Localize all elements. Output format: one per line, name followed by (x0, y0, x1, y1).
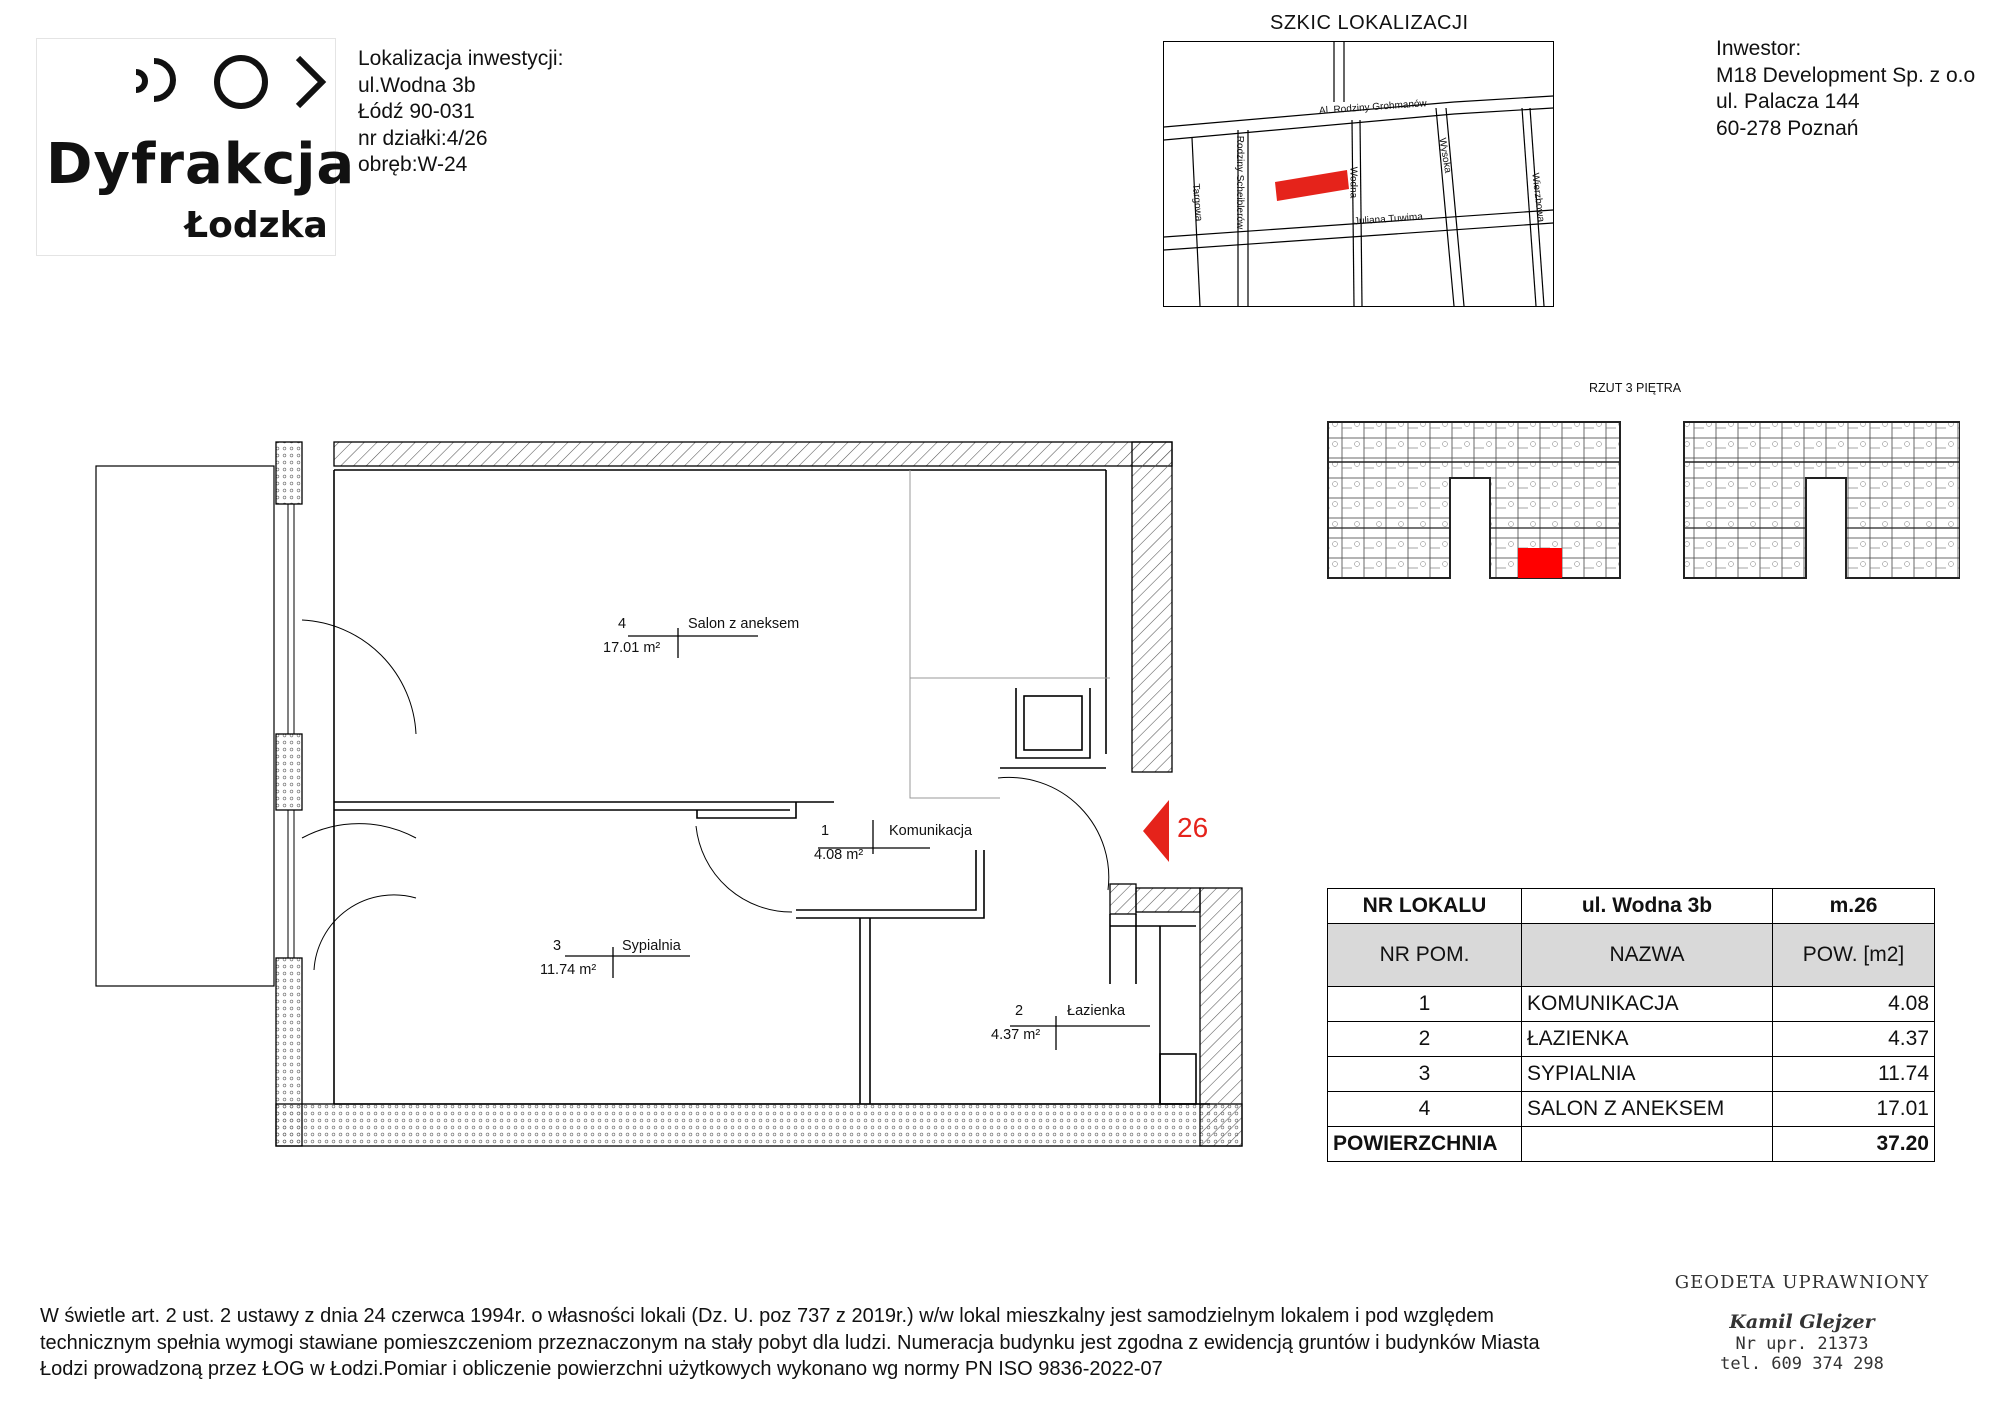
street-label: Wysoka (1436, 137, 1454, 174)
table-row (1328, 1057, 1935, 1092)
building-location-marker (1275, 170, 1349, 201)
area-table (1327, 888, 1935, 1162)
table-header-unit: NR LOKALU (1328, 889, 1522, 924)
logo-mark-icon (128, 52, 328, 122)
room-4-name: Salon z aneksem (688, 616, 800, 632)
room-1-area: 4.08 m² (814, 847, 864, 863)
stamp-license: Nr upr. 21373 (1735, 1334, 1869, 1354)
cell-no: 1 (1328, 987, 1522, 1022)
col-room-name: NAZWA (1522, 924, 1773, 987)
table-header-row (1328, 889, 1935, 924)
street-label: Al. Rodziny Grohmanów (1318, 98, 1428, 117)
room-3-number: 3 (553, 938, 562, 954)
stamp-phone: tel. 609 374 298 (1720, 1354, 1884, 1374)
location-block (358, 46, 563, 179)
cell-no: 3 (1328, 1057, 1522, 1092)
table-total-row (1328, 1127, 1935, 1162)
cell-name: SALON Z ANEKSEM (1522, 1092, 1773, 1127)
legal-line: W świetle art. 2 ust. 2 ustawy z dnia 24 czerwca 1994r. o własności lokali (Dz. U. poz 737 z 2019r.) w/w lokal mieszkalny jest samodzielnym lokalem i pod względem (40, 1305, 1494, 1327)
cell-area: 11.74 (1773, 1057, 1935, 1092)
location-plot: nr działki:4/26 (358, 126, 488, 150)
cell-no: 2 (1328, 1022, 1522, 1057)
location-sketch-map (1163, 41, 1554, 307)
logo-subtitle: Łodzka (185, 205, 328, 246)
room-3-area: 11.74 m² (540, 962, 597, 978)
location-precinct: obręb:W-24 (358, 153, 468, 176)
location-label: Lokalizacja inwestycji: (358, 47, 564, 70)
room-labels (565, 628, 1150, 1050)
cell-area: 4.08 (1773, 987, 1935, 1022)
location-city: Łódź 90-031 (358, 100, 475, 123)
investor-street: ul. Palacza 144 (1716, 90, 1860, 113)
floor-title: RZUT 3 PIĘTRA (1589, 381, 1682, 395)
investor-name: M18 Development Sp. z o.o (1716, 63, 1976, 87)
cell-no: 4 (1328, 1092, 1522, 1127)
investor-block (1716, 36, 1975, 142)
table-row (1328, 987, 1935, 1022)
room-1-name: Komunikacja (889, 823, 973, 839)
room-3-name: Sypialnia (622, 938, 681, 954)
table-header-address: ul. Wodna 3b (1522, 889, 1773, 924)
apartment-floor-plan (50, 438, 1260, 1190)
street-label: Wodna (1347, 166, 1359, 199)
investor-label: Inwestor: (1716, 37, 1802, 60)
floor-plan-wing-left (1328, 422, 1620, 578)
street-label: Rodziny Scheiblerów (1234, 135, 1246, 230)
table-row (1328, 1092, 1935, 1127)
unit-marker-number: 26 (1177, 812, 1209, 843)
walls (276, 442, 1242, 1146)
cell-name: KOMUNIKACJA (1522, 987, 1773, 1022)
street-lines (1164, 42, 1553, 306)
room-4-area: 17.01 m² (603, 640, 661, 656)
unit-highlight (1518, 548, 1562, 578)
entrance-arrow-icon (1143, 800, 1169, 862)
room-2-area: 4.37 m² (991, 1027, 1041, 1043)
street-label: Wierzbowa (1529, 172, 1547, 223)
street-label: Juliana Tuwima (1353, 211, 1424, 228)
legal-statement (40, 1303, 1670, 1383)
investor-city: 60-278 Poznań (1716, 116, 1859, 140)
legal-line: technicznym spełnia wymogi stawiane pomieszczeniom przeznaczonym na stały pobyt dla ludzi. Numeracja budynku jest zgodna z ewidencją gruntów i budynków Miasta (40, 1331, 1540, 1354)
table-header-apartment: m.26 (1773, 889, 1935, 924)
stamp-name: Kamil Glejzer (1729, 1311, 1875, 1333)
stamp-title: GEODETA UPRAWNIONY (1674, 1272, 1930, 1293)
room-2-number: 2 (1015, 1003, 1024, 1019)
floor-plan-wing-right (1684, 422, 1960, 578)
street-label: Targowa (1189, 183, 1205, 222)
total-label: POWIERZCHNIA (1328, 1127, 1522, 1162)
table-column-headers (1328, 924, 1935, 987)
logo-name: Dyfrakcja (46, 132, 356, 197)
col-room-area: POW. [m2] (1773, 924, 1935, 987)
cell-name: ŁAZIENKA (1522, 1022, 1773, 1057)
legal-line: Łodzi prowadzoną przez ŁOG w Łodzi.Pomiar i obliczenie powierzchni użytkowych wykonano wg normy PN ISO 9836-2022-07 (40, 1358, 1163, 1380)
total-empty (1522, 1127, 1773, 1162)
surveyor-stamp (1670, 1268, 1934, 1374)
room-2-name: Łazienka (1067, 1003, 1126, 1019)
table-row (1328, 1022, 1935, 1057)
col-room-no: NR POM. (1328, 924, 1522, 987)
total-value: 37.20 (1773, 1127, 1935, 1162)
location-street: ul.Wodna 3b (358, 73, 476, 97)
cell-area: 4.37 (1773, 1022, 1935, 1057)
room-4-number: 4 (618, 616, 627, 632)
cell-name: SYPIALNIA (1522, 1057, 1773, 1092)
cell-area: 17.01 (1773, 1092, 1935, 1127)
sketch-title: SZKIC LOKALIZACJI (1270, 12, 1469, 34)
balcony (96, 466, 274, 986)
room-1-number: 1 (821, 823, 830, 839)
floor-key-plan (1320, 418, 1960, 584)
